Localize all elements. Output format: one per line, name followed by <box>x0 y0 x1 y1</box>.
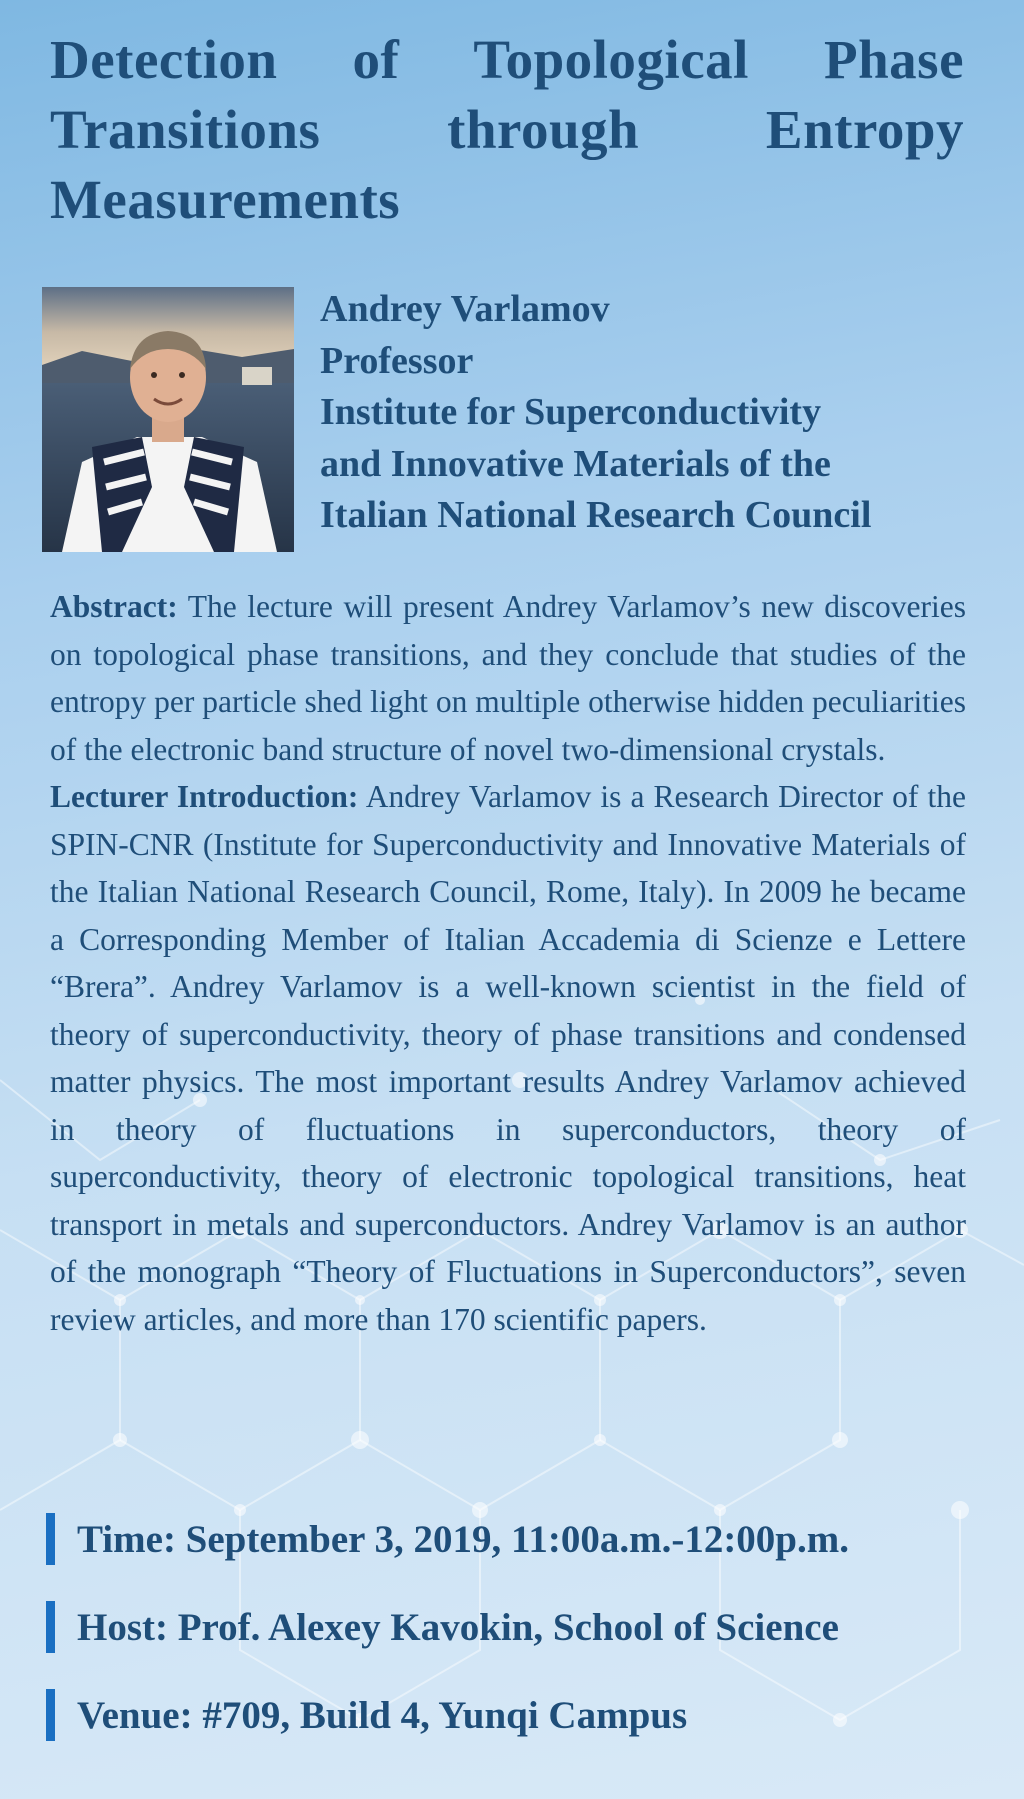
abstract-paragraph <box>50 583 966 773</box>
intro-label: Lecturer Introduction: <box>50 779 359 814</box>
accent-bar <box>46 1513 55 1565</box>
speaker-name: Andrey Varlamov <box>320 288 610 330</box>
speaker-affiliation-line: Institute for Superconductivity <box>320 391 822 433</box>
abstract-text: The lecture will present Andrey Varlamov’s new discoveries on topological phase transitions, and they conclude that studies of the entropy per particle shed light on multiple otherwise hidden peculiarities of the electronic band structure of novel two-dimensional crystals. <box>50 589 966 767</box>
speaker-position: Professor <box>320 339 474 382</box>
time-row <box>46 1513 1006 1565</box>
accent-bar <box>46 1601 55 1653</box>
host-row <box>46 1601 1006 1653</box>
intro-text: Andrey Varlamov is a Research Director of the SPIN-CNR (Institute for Superconductivity and Innovative Materials of the Italian National Research Council, Rome, Italy). In 2009 he became a Corresponding Member of Italian Accademia di Scienze e Lettere “Brera”. Andrey Varlamov is a well-known scientist in the field of theory of superconductivity, theory of phase transitions and condensed matter physics. The most important results Andrey Varlamov achieved in theory of fluctuations in superconductors, theory of superconductivity, theory of electronic topological transitions, heat transport in metals and superconductors. Andrey Varlamov is an author of the monograph “Theory of Fluctuations in Superconductors”, seven review articles, and more than 170 scientific papers. <box>50 779 966 1337</box>
time-text: Time: September 3, 2019, 11:00a.m.-12:00p.m. <box>77 1517 849 1561</box>
venue-text: Venue: #709, Build 4, Yunqi Campus <box>77 1693 688 1737</box>
body-text <box>50 583 966 1343</box>
speaker-affiliation-line: and Innovative Materials of the <box>320 442 831 485</box>
intro-paragraph <box>50 773 966 1343</box>
accent-bar <box>46 1689 55 1741</box>
speaker-photo <box>42 287 294 552</box>
venue-row <box>46 1689 1006 1741</box>
page-title: Detection of Topological Phase Transitions through Entropy Measurements <box>50 29 964 230</box>
host-text: Host: Prof. Alexey Kavokin, School of Science <box>77 1605 839 1649</box>
speaker-affiliation-line: Italian National Research Council <box>320 494 872 536</box>
abstract-label: Abstract: <box>50 589 178 624</box>
speaker-info <box>320 284 1000 542</box>
